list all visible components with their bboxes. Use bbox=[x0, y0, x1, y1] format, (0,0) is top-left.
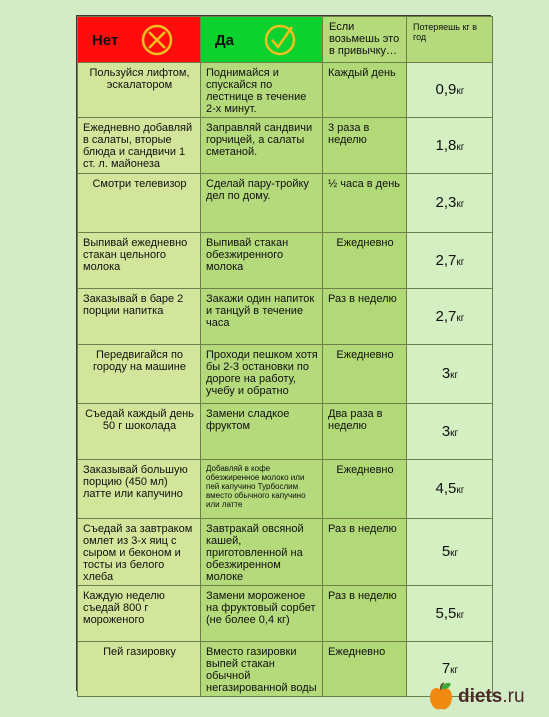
row-yes: Замени сладкое фруктом bbox=[201, 404, 323, 460]
row-loss bbox=[407, 404, 493, 460]
row-loss bbox=[407, 233, 493, 289]
loss-value: 3 bbox=[441, 422, 451, 440]
loss-unit: кг bbox=[456, 199, 465, 210]
row-no: Съедай каждый день 50 г шоколада bbox=[78, 404, 201, 460]
diet-table-sheet bbox=[76, 15, 491, 694]
loss-unit: кг bbox=[450, 665, 459, 676]
loss-value: 3 bbox=[441, 365, 451, 382]
logo-name: diets bbox=[458, 686, 503, 707]
row-frequency: Раз в неделю bbox=[323, 519, 407, 586]
loss-value: 7 bbox=[441, 660, 451, 677]
loss-unit: кг bbox=[456, 86, 465, 97]
header-loss: Потеряешь кг в год bbox=[407, 17, 493, 63]
row-frequency: Ежедневно bbox=[323, 233, 407, 289]
loss-unit: кг bbox=[456, 609, 465, 621]
row-loss bbox=[407, 460, 493, 519]
row-loss bbox=[407, 519, 493, 586]
row-no: Заказывай большую порцию (450 мл) латте или капучино bbox=[78, 460, 201, 519]
row-loss bbox=[407, 586, 493, 642]
row-loss bbox=[407, 289, 493, 345]
row-yes: Завтракай овсяной кашей, приготовленной на обезжиренном молоке bbox=[201, 519, 323, 586]
logo-text bbox=[458, 686, 525, 708]
logo-tld: .ru bbox=[502, 686, 525, 707]
row-yes: Поднимайся и спускайся по лестнице в течение 2-х минут. bbox=[201, 63, 323, 118]
apple-icon bbox=[428, 682, 454, 712]
row-frequency: Раз в неделю bbox=[323, 586, 407, 642]
loss-value: 2,7 bbox=[435, 251, 457, 269]
loss-unit: кг bbox=[450, 427, 459, 439]
row-no: Смотри телевизор bbox=[78, 174, 201, 233]
row-yes: Замени мороженое на фруктовый сорбет (не более 0,4 кг) bbox=[201, 586, 323, 642]
row-yes: Вместо газировки выпей стакан обычной негазированной воды bbox=[201, 642, 323, 697]
diets-logo[interactable] bbox=[428, 680, 546, 714]
row-yes: Проходи пешком хотя бы 2-3 остановки по дороге на работу, учебу и обратно bbox=[201, 345, 323, 404]
loss-value: 1,8 bbox=[435, 136, 457, 154]
loss-value: 4,5 bbox=[435, 480, 457, 497]
loss-unit: кг bbox=[456, 256, 465, 268]
row-frequency: Раз в неделю bbox=[323, 289, 407, 345]
row-yes: Выпивай стакан обезжиренного молока bbox=[201, 233, 323, 289]
row-yes: Добавляй в кофе обезжиренное молоко или пей капучино Турбослим вместо обычного капучино или латте bbox=[201, 460, 323, 519]
header-yes bbox=[201, 17, 323, 63]
loss-value: 2,3 bbox=[435, 194, 457, 211]
row-frequency: Каждый день bbox=[323, 63, 407, 118]
row-loss bbox=[407, 174, 493, 233]
loss-unit: кг bbox=[456, 141, 465, 153]
row-loss bbox=[407, 118, 493, 174]
row-loss bbox=[407, 345, 493, 404]
loss-value: 2,7 bbox=[435, 307, 457, 325]
row-yes: Закажи один напиток и танцуй в течение часа bbox=[201, 289, 323, 345]
loss-value: 5 bbox=[441, 543, 451, 560]
cross-circle-icon bbox=[140, 23, 174, 57]
row-no: Каждую неделю съедай 800 г мороженого bbox=[78, 586, 201, 642]
check-circle-icon bbox=[263, 23, 297, 57]
loss-unit: кг bbox=[450, 548, 459, 559]
row-loss bbox=[407, 63, 493, 118]
row-no: Пользуйся лифтом, эскалатором bbox=[78, 63, 201, 118]
row-frequency: ½ часа в день bbox=[323, 174, 407, 233]
row-yes: Заправляй сандвичи горчицей, а салаты сметаной. bbox=[201, 118, 323, 174]
row-frequency: Два раза в неделю bbox=[323, 404, 407, 460]
row-no: Ежедневно добавляй в салаты, вторые блюда и сандвичи 1 ст. л. майонеза bbox=[78, 118, 201, 174]
loss-unit: кг bbox=[456, 312, 465, 324]
loss-unit: кг bbox=[456, 485, 465, 496]
row-frequency: Ежедневно bbox=[323, 642, 407, 697]
row-no: Выпивай ежедневно стакан цельного молока bbox=[78, 233, 201, 289]
row-no: Пей газировку bbox=[78, 642, 201, 697]
header-frequency: Если возьмешь это в привычку… bbox=[323, 17, 407, 63]
loss-unit: кг bbox=[450, 370, 459, 381]
row-frequency: Ежедневно bbox=[323, 345, 407, 404]
row-frequency: Ежедневно bbox=[323, 460, 407, 519]
row-no: Заказывай в баре 2 порции напитка bbox=[78, 289, 201, 345]
row-no: Съедай за завтраком омлет из 3-х яиц с сыром и беконом и тосты из белого хлеба bbox=[78, 519, 201, 586]
header-no bbox=[78, 17, 201, 63]
loss-value: 5,5 bbox=[435, 604, 457, 622]
row-frequency: 3 раза в неделю bbox=[323, 118, 407, 174]
header-no-label: Нет bbox=[92, 32, 119, 49]
row-yes: Сделай пару-тройку дел по дому. bbox=[201, 174, 323, 233]
diet-table bbox=[77, 16, 493, 697]
header-yes-label: Да bbox=[215, 32, 235, 49]
loss-value: 0,9 bbox=[435, 81, 457, 98]
row-no: Передвигайся по городу на машине bbox=[78, 345, 201, 404]
